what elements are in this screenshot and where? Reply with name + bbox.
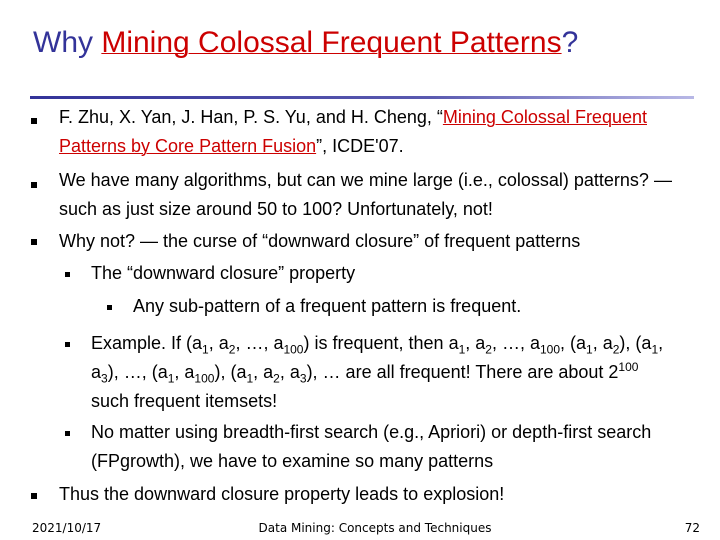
sub-bullet-search-strategies: No matter using breadth-first search (e.g., Apriori) or depth-first search (FPgrowth), we have to examine so many patterns xyxy=(91,422,652,471)
bullet-colossal-question: We have many algorithms, but can we mine large (i.e., colossal) patterns? ― such as just size around 50 to 100? Unfortunately, not! xyxy=(59,170,672,219)
footer-page-number: 72 xyxy=(684,521,700,535)
sub-bullet-square-icon xyxy=(65,431,70,436)
bullet-reference xyxy=(59,103,669,161)
title-suffix: ? xyxy=(561,26,579,59)
footer-date: 2021/10/17 xyxy=(32,521,102,535)
bullet-square-icon xyxy=(31,493,37,499)
slide-title xyxy=(33,26,578,60)
bullet-why-not: Why not? ― the curse of “downward closure” of frequent patterns xyxy=(59,231,581,251)
sub-bullet-downward-closure: The “downward closure” property xyxy=(91,263,356,283)
bullet-square-icon xyxy=(31,118,37,124)
sub-sub-bullet-square-icon xyxy=(107,305,112,310)
sub-bullet-square-icon xyxy=(65,342,70,347)
bullet-explosion: Thus the downward closure property leads to explosion! xyxy=(59,484,505,504)
footer-title: Data Mining: Concepts and Techniques xyxy=(258,521,492,535)
title-link[interactable]: Mining Colossal Frequent Patterns xyxy=(101,26,562,59)
sub-sub-bullet-subpattern: Any sub-pattern of a frequent pattern is frequent. xyxy=(133,296,522,316)
title-divider xyxy=(30,96,694,99)
title-prefix: Why xyxy=(33,26,102,59)
reference-authors: F. Zhu, X. Yan, J. Han, P. S. Yu, and H. Cheng, “ xyxy=(59,107,443,127)
sub-bullet-example: Example. If ($a_1$, $a_2$, …, $a_{100}$) is frequent, then $a_1$, $a_2$, …, $a_{100}$, ($a_1$, $a_2$), ($a_1$, $a_3$), …, ($a_1$, $a_{100}$), ($a_1$, $a_2$, $a_3$), … are all frequent! There are about $2^{100}$ such frequent itemsets! xyxy=(91,333,664,411)
sub-bullet-square-icon xyxy=(65,272,70,277)
bullet-square-icon xyxy=(31,239,37,245)
bullet-square-icon xyxy=(31,182,37,188)
reference-venue: ”, ICDE'07. xyxy=(316,136,404,156)
reference-link[interactable]: Mining Colossal Frequent Patterns by Core Pattern Fusion xyxy=(59,107,647,156)
